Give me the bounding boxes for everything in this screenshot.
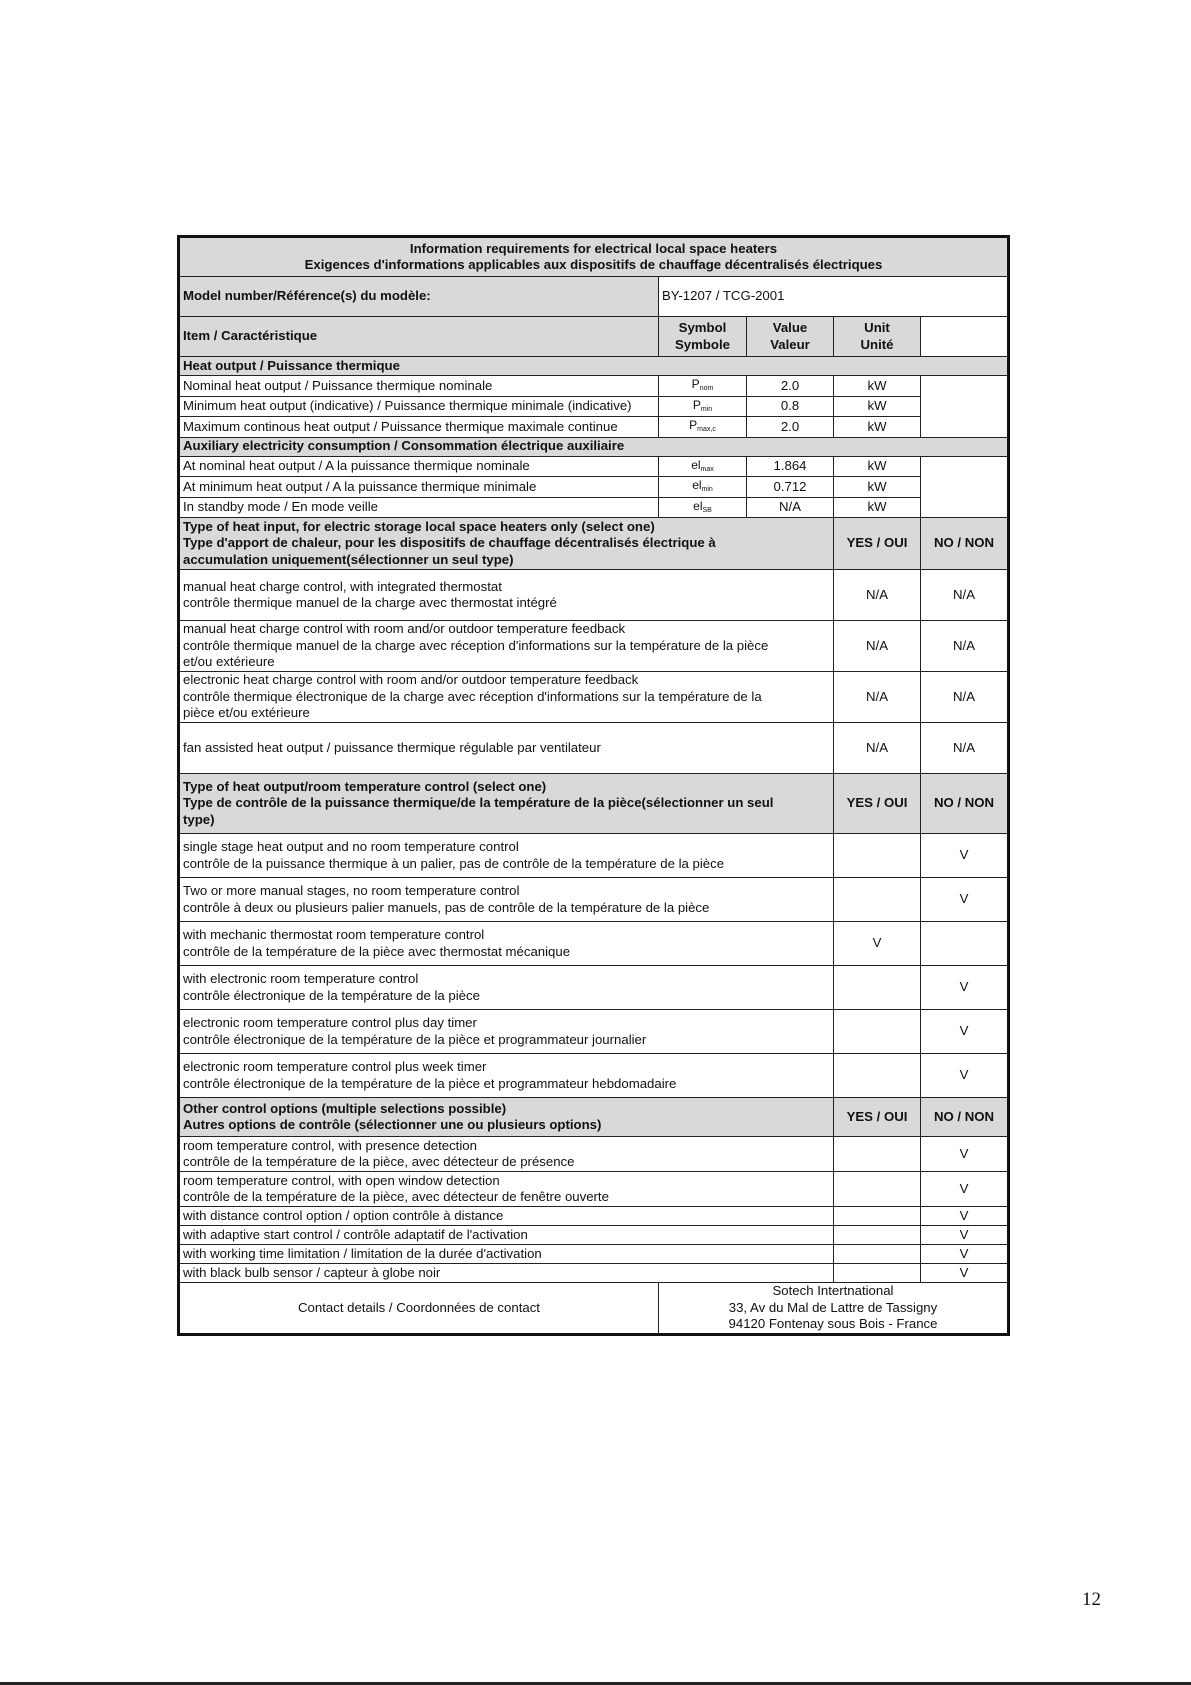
temp-control-item-line: contrôle électronique de la température de la pièce et programmateur journalier	[183, 1031, 647, 1047]
other-control-yes-value	[834, 1245, 921, 1264]
table-row	[179, 672, 1009, 723]
temp-control-header-line: Type de contrôle de la puissance thermique/de la température de la pièce(sélectionner un seul	[183, 795, 774, 811]
heat-output-label: Maximum continous heat output / Puissance thermique maximale continue	[179, 417, 659, 438]
other-control-item	[179, 1137, 834, 1172]
auxiliary-header-row	[179, 437, 1009, 456]
other-control-yes-value	[834, 1226, 921, 1245]
heat-output-label: Nominal heat output / Puissance thermique nominale	[179, 376, 659, 397]
heat-input-item	[179, 621, 834, 672]
table-row	[179, 1245, 1009, 1264]
other-control-no-value: V	[921, 1207, 1009, 1226]
heat-output-value: 2.0	[747, 376, 834, 397]
auxiliary-label: In standby mode / En mode veille	[179, 497, 659, 518]
symbol-subscript: max	[700, 465, 714, 473]
heat-output-header: Heat output / Puissance thermique	[179, 357, 1009, 376]
other-control-header-line: Autres options de contrôle (sélectionner une ou plusieurs options)	[183, 1117, 602, 1132]
other-control-no-value: V	[921, 1226, 1009, 1245]
symbol-main: P	[689, 418, 698, 432]
col-symbol-header-line: Symbol	[678, 320, 727, 335]
heat-input-header-row	[179, 518, 1009, 570]
heat-output-value: 2.0	[747, 417, 834, 438]
symbol-subscript: min	[700, 405, 713, 413]
auxiliary-label: At minimum heat output / A la puissance thermique minimale	[179, 477, 659, 498]
other-control-item-line: with working time limitation / limitation de la durée d'activation	[183, 1245, 542, 1261]
heat-input-yes-value: N/A	[834, 570, 921, 621]
other-control-item-line: with black bulb sensor / capteur à globe noir	[183, 1264, 441, 1280]
heat-input-yes-header: YES / OUI	[834, 518, 921, 570]
auxiliary-value: 0.712	[747, 477, 834, 498]
heat-input-yes-value: N/A	[834, 672, 921, 723]
temp-control-item-line: with mechanic thermostat room temperature control	[183, 927, 485, 942]
table-row	[179, 477, 1009, 498]
temp-control-yes-value	[834, 878, 921, 922]
other-control-item-line: contrôle de la température de la pièce, avec détecteur de présence	[183, 1154, 575, 1169]
temp-control-item-line: Two or more manual stages, no room temperature control	[183, 883, 520, 898]
temp-control-item-line: contrôle électronique de la température de la pièce et programmateur hebdomadaire	[183, 1075, 677, 1091]
heat-input-header-line: Type d'apport de chaleur, pour les dispositifs de chauffage décentralisés électrique à	[183, 535, 716, 551]
table-row	[179, 966, 1009, 1010]
temp-control-no-value: V	[921, 1010, 1009, 1054]
auxiliary-header: Auxiliary electricity consumption / Consommation électrique auxiliaire	[179, 437, 1009, 456]
symbol-main: el	[693, 498, 703, 513]
table-row	[179, 723, 1009, 774]
heat-input-item-line: contrôle thermique manuel de la charge avec réception d'informations sur la température de la pièce	[183, 637, 769, 653]
heat-output-unit: kW	[834, 396, 921, 417]
heat-output-unit: kW	[834, 417, 921, 438]
other-control-yes-value	[834, 1137, 921, 1172]
temp-control-no-header: NO / NON	[921, 774, 1009, 834]
col-unit-header-line: Unit	[864, 320, 890, 335]
temp-control-item-line: single stage heat output and no room temperature control	[183, 839, 519, 854]
other-control-yes-header: YES / OUI	[834, 1098, 921, 1137]
other-control-no-value: V	[921, 1264, 1009, 1283]
other-control-yes-value	[834, 1207, 921, 1226]
col-value-header-line: Value	[772, 320, 808, 335]
heat-input-no-value: N/A	[921, 723, 1009, 774]
auxiliary-unit: kW	[834, 477, 921, 498]
auxiliary-symbol	[659, 477, 747, 498]
other-control-item	[179, 1264, 834, 1283]
table-row	[179, 396, 1009, 417]
heat-input-yes-value: N/A	[834, 621, 921, 672]
temp-control-no-value: V	[921, 966, 1009, 1010]
temp-control-no-value: V	[921, 834, 1009, 878]
heat-input-no-value: N/A	[921, 672, 1009, 723]
page-number: 12	[1082, 1589, 1101, 1610]
other-control-no-value: V	[921, 1245, 1009, 1264]
other-control-no-value: V	[921, 1137, 1009, 1172]
col-unit-header-line: Unité	[860, 336, 894, 352]
temp-control-item-line: electronic room temperature control plus week timer	[183, 1059, 487, 1074]
heat-output-symbol	[659, 376, 747, 397]
table-title	[179, 237, 1009, 277]
other-control-item-line: room temperature control, with open window detection	[183, 1172, 500, 1188]
temp-control-item-line: electronic room temperature control plus day timer	[183, 1015, 477, 1030]
symbol-subscript: min	[701, 486, 713, 493]
contact-row	[179, 1283, 1009, 1335]
symbol-subscript: SB	[702, 506, 712, 514]
other-control-item	[179, 1172, 834, 1207]
temp-control-header	[179, 774, 834, 834]
heat-input-no-header: NO / NON	[921, 518, 1009, 570]
heat-input-no-value: N/A	[921, 570, 1009, 621]
heat-output-label: Minimum heat output (indicative) / Puissance thermique minimale (indicative)	[179, 396, 659, 417]
temp-control-item	[179, 878, 834, 922]
other-control-header	[179, 1098, 834, 1137]
heat-input-item-line: manual heat charge control with room and/or outdoor temperature feedback	[183, 621, 626, 637]
table-row	[179, 1054, 1009, 1098]
col-value-header	[747, 317, 834, 357]
symbol-main: el	[691, 457, 701, 472]
heat-input-item-line: manual heat charge control, with integrated thermostat	[183, 578, 502, 594]
auxiliary-value: N/A	[747, 497, 834, 518]
table-row	[179, 417, 1009, 438]
temp-control-item-line: contrôle électronique de la température de la pièce	[183, 987, 480, 1003]
symbol-main: P	[692, 397, 701, 412]
other-control-item-line: with distance control option / option contrôle à distance	[183, 1207, 504, 1223]
heat-output-value: 0.8	[747, 396, 834, 417]
col-symbol-header	[659, 317, 747, 357]
temp-control-item	[179, 922, 834, 966]
temp-control-yes-value: V	[834, 922, 921, 966]
heat-output-header-row	[179, 357, 1009, 376]
table-row	[179, 878, 1009, 922]
heat-input-item-line: electronic heat charge control with room and/or outdoor temperature feedback	[183, 672, 639, 688]
other-control-header-row	[179, 1098, 1009, 1137]
heat-input-item-line: contrôle thermique électronique de la charge avec réception d'informations sur la température de la	[183, 688, 762, 704]
contact-address-line: 94120 Fontenay sous Bois - France	[728, 1316, 938, 1331]
temp-control-no-value: V	[921, 1054, 1009, 1098]
heat-input-yes-value: N/A	[834, 723, 921, 774]
temp-control-header-row	[179, 774, 1009, 834]
table-row	[179, 1226, 1009, 1245]
column-header-row	[179, 317, 1009, 357]
temp-control-item-line: with electronic room temperature control	[183, 971, 419, 986]
auxiliary-unit: kW	[834, 497, 921, 518]
table-row	[179, 1264, 1009, 1283]
contact-address-line: 33, Av du Mal de Lattre de Tassigny	[728, 1299, 938, 1315]
table-row	[179, 1137, 1009, 1172]
info-requirements-table	[177, 235, 1010, 1336]
auxiliary-unit: kW	[834, 456, 921, 477]
table-row	[179, 621, 1009, 672]
heat-input-item	[179, 570, 834, 621]
heat-output-symbol	[659, 417, 747, 438]
other-control-item-line: room temperature control, with presence detection	[183, 1137, 477, 1153]
temp-control-no-value	[921, 922, 1009, 966]
temp-control-item-line: contrôle de la température de la pièce avec thermostat mécanique	[183, 943, 571, 959]
heat-input-item-line: fan assisted heat output / puissance thermique régulable par ventilateur	[183, 739, 601, 755]
table-row	[179, 497, 1009, 518]
model-label: Model number/Référence(s) du modèle:	[179, 277, 659, 317]
temp-control-item-line: contrôle de la puissance thermique à un palier, pas de contrôle de la température de la pièce	[183, 855, 725, 871]
other-control-item	[179, 1207, 834, 1226]
heat-input-header-line: Type of heat input, for electric storage local space heaters only (select one)	[183, 518, 655, 534]
other-control-item-line: contrôle de la température de la pièce, avec détecteur de fenêtre ouverte	[183, 1189, 609, 1204]
temp-control-yes-value	[834, 834, 921, 878]
symbol-subscript: nom	[699, 385, 714, 392]
temp-control-header-line: Type of heat output/room temperature control (select one)	[183, 778, 547, 794]
other-control-no-header: NO / NON	[921, 1098, 1009, 1137]
table-row	[179, 1207, 1009, 1226]
temp-control-item-line: contrôle à deux ou plusieurs palier manuels, pas de contrôle de la température de la pièce	[183, 899, 710, 915]
table-row	[179, 922, 1009, 966]
auxiliary-value: 1.864	[747, 456, 834, 477]
temp-control-item	[179, 834, 834, 878]
temp-control-yes-value	[834, 1010, 921, 1054]
other-control-yes-value	[834, 1264, 921, 1283]
table-row	[179, 456, 1009, 477]
contact-address	[659, 1283, 1009, 1335]
heat-input-item-line: contrôle thermique manuel de la charge avec thermostat intégré	[183, 595, 557, 610]
heat-input-item-line: et/ou extérieure	[183, 654, 275, 670]
auxiliary-symbol	[659, 456, 747, 477]
table-row	[179, 1172, 1009, 1207]
table-row	[179, 570, 1009, 621]
model-value: BY-1207 / TCG-2001	[659, 277, 1009, 317]
other-control-item	[179, 1245, 834, 1264]
auxiliary-symbol	[659, 497, 747, 518]
heat-input-item-line: pièce et/ou extérieure	[183, 705, 310, 721]
temp-control-yes-header: YES / OUI	[834, 774, 921, 834]
col-unit-header	[834, 317, 921, 357]
symbol-main: el	[692, 478, 702, 492]
heat-input-header-line: accumulation uniquement(sélectionner un seul type)	[183, 551, 514, 567]
col-value-header-line: Valeur	[770, 336, 810, 352]
title-fr: Exigences d'informations applicables aux dispositifs de chauffage décentralisés électriques	[304, 257, 883, 272]
col-item-header: Item / Caractéristique	[179, 317, 659, 357]
temp-control-yes-value	[834, 966, 921, 1010]
heat-input-item	[179, 672, 834, 723]
other-control-yes-value	[834, 1172, 921, 1207]
table-row	[179, 1010, 1009, 1054]
heat-input-header	[179, 518, 834, 570]
other-control-header-line: Other control options (multiple selections possible)	[183, 1100, 507, 1116]
temp-control-header-line: type)	[183, 811, 215, 827]
table-row	[179, 376, 1009, 397]
col-symbol-header-line: Symbole	[675, 336, 730, 352]
heat-input-no-value: N/A	[921, 621, 1009, 672]
symbol-main: P	[691, 377, 700, 391]
other-control-no-value: V	[921, 1172, 1009, 1207]
table-row	[179, 834, 1009, 878]
contact-label: Contact details / Coordonnées de contact	[179, 1283, 659, 1335]
temp-control-item	[179, 966, 834, 1010]
other-control-item-line: with adaptive start control / contrôle adaptatif de l'activation	[183, 1226, 528, 1242]
title-en: Information requirements for electrical local space heaters	[409, 240, 778, 256]
other-control-item	[179, 1226, 834, 1245]
temp-control-yes-value	[834, 1054, 921, 1098]
temp-control-no-value: V	[921, 878, 1009, 922]
heat-input-item	[179, 723, 834, 774]
heat-output-symbol	[659, 396, 747, 417]
contact-address-line: Sotech Intertnational	[772, 1283, 894, 1298]
temp-control-item	[179, 1054, 834, 1098]
temp-control-item	[179, 1010, 834, 1054]
heat-output-unit: kW	[834, 376, 921, 397]
auxiliary-label: At nominal heat output / A la puissance thermique nominale	[179, 456, 659, 477]
symbol-subscript: max,c	[697, 426, 716, 433]
